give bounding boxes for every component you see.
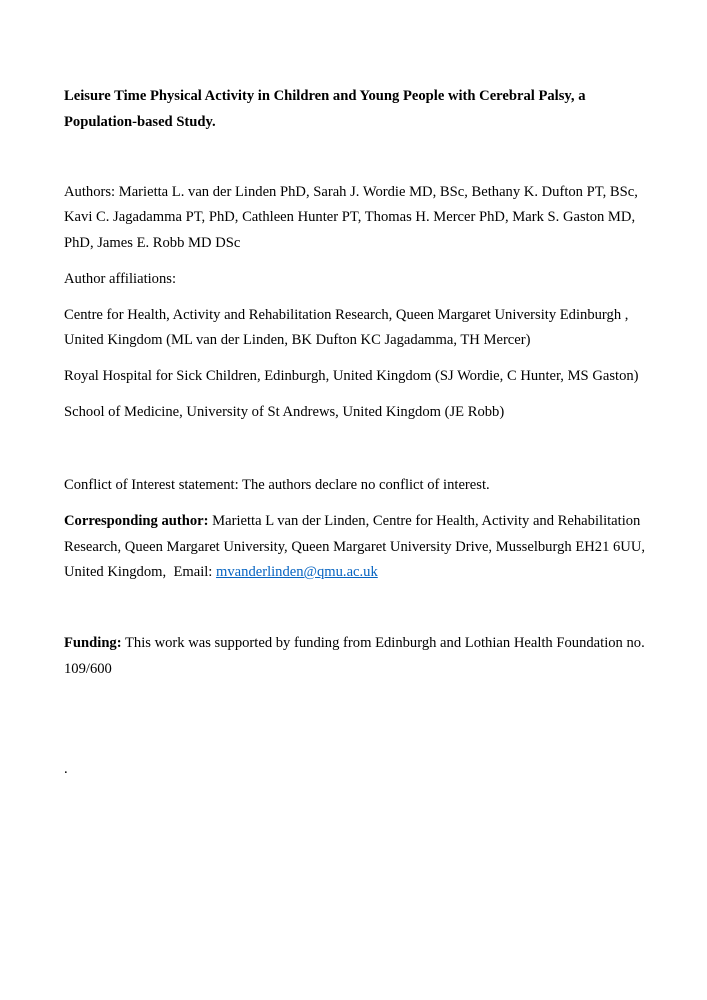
corresponding-line-1 bbox=[64, 512, 640, 530]
authors-line-3: PhD, James E. Robb MD DSc bbox=[64, 235, 241, 251]
authors-line-1: Authors: Marietta L. van der Linden PhD, Sarah J. Wordie MD, BSc, Bethany K. Dufton PT, BSc, bbox=[64, 184, 638, 200]
title-line-1: Leisure Time Physical Activity in Children and Young People with Cerebral Palsy, a bbox=[64, 88, 586, 104]
trailing-period: . bbox=[64, 761, 68, 777]
email-link[interactable]: mvanderlinden@qmu.ac.uk bbox=[216, 564, 378, 580]
funding-line-1 bbox=[64, 634, 645, 652]
affiliation-3: School of Medicine, University of St Andrews, United Kingdom (JE Robb) bbox=[64, 404, 505, 420]
corresponding-line-2: Research, Queen Margaret University, Queen Margaret University Drive, Musselburgh EH21 6UU, bbox=[64, 539, 646, 555]
corresponding-text: Marietta L van der Linden, Centre for Health, Activity and Rehabilitation bbox=[208, 513, 641, 529]
conflict-statement: Conflict of Interest statement: The authors declare no conflict of interest. bbox=[64, 477, 490, 493]
email-prefix: United Kingdom, Email: bbox=[64, 564, 217, 580]
authors-line-2: Kavi C. Jagadamma PT, PhD, Cathleen Hunter PT, Thomas H. Mercer PhD, Mark S. Gaston MD, bbox=[64, 209, 636, 225]
corresponding-line-3 bbox=[64, 563, 378, 581]
funding-label: Funding: bbox=[64, 635, 122, 651]
affiliation-2: Royal Hospital for Sick Children, Edinburgh, United Kingdom (SJ Wordie, C Hunter, MS Gaston) bbox=[64, 368, 639, 384]
affiliation-1-line-1: Centre for Health, Activity and Rehabilitation Research, Queen Margaret University Edinburgh , bbox=[64, 307, 629, 323]
corresponding-label: Corresponding author: bbox=[64, 513, 209, 529]
affiliation-1-line-2: United Kingdom (ML van der Linden, BK Dufton KC Jagadamma, TH Mercer) bbox=[64, 332, 531, 348]
title-line-2: Population-based Study. bbox=[64, 114, 216, 130]
affiliations-heading: Author affiliations: bbox=[64, 271, 177, 287]
funding-line-2: 109/600 bbox=[64, 661, 112, 677]
funding-text: This work was supported by funding from Edinburgh and Lothian Health Foundation no. bbox=[121, 635, 645, 651]
